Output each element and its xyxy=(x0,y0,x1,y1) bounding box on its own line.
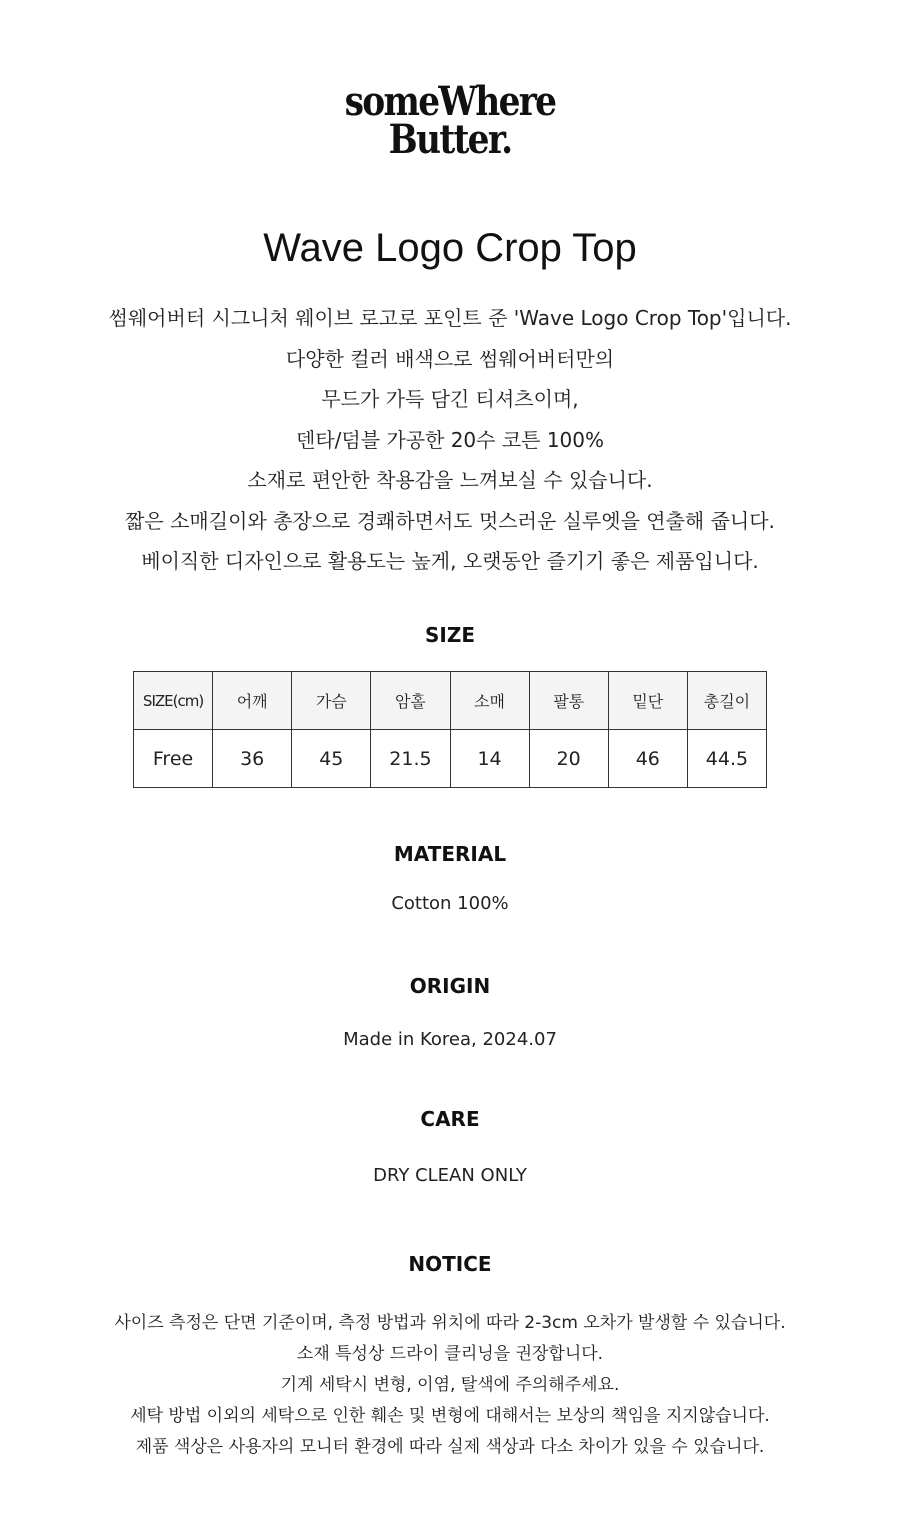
description-line: 덴타/덤블 가공한 20수 코튼 100% xyxy=(296,427,604,452)
size-table-cell: Free xyxy=(134,730,213,788)
description-line: 다양한 컬러 배색으로 썸웨어버터만의 xyxy=(285,346,615,371)
size-table-cell: 36 xyxy=(213,730,292,788)
size-table-header-row xyxy=(134,672,767,730)
size-table-header: SIZE(cm) xyxy=(134,672,213,730)
notice-list xyxy=(0,1308,900,1463)
origin-text: Made in Korea, 2024.07 xyxy=(343,1029,557,1050)
size-table-cell: 44.5 xyxy=(687,730,766,788)
notice-heading: NOTICE xyxy=(408,1252,492,1276)
material-text: Cotton 100% xyxy=(391,893,509,914)
size-table-cell: 21.5 xyxy=(371,730,450,788)
product-description xyxy=(0,298,900,582)
size-table-header: 밑단 xyxy=(608,672,687,730)
size-table-row xyxy=(134,730,767,788)
size-heading: SIZE xyxy=(424,623,475,647)
size-table-cell: 20 xyxy=(529,730,608,788)
notice-item: 사이즈 측정은 단면 기준이며, 측정 방법과 위치에 따라 2-3cm 오차가 발생할 수 있습니다. xyxy=(114,1313,786,1333)
size-table-cell: 14 xyxy=(450,730,529,788)
size-table-header: 팔통 xyxy=(529,672,608,730)
size-table-header: 소매 xyxy=(450,672,529,730)
product-title: Wave Logo Crop Top xyxy=(263,226,637,270)
brand-logo-line2: Butter. xyxy=(388,116,512,163)
description-line: 베이직한 디자인으로 활용도는 높게, 오랫동안 즐기기 좋은 제품입니다. xyxy=(141,549,759,573)
notice-item: 기계 세탁시 변형, 이염, 탈색에 주의해주세요. xyxy=(280,1375,620,1395)
size-table-header: 가슴 xyxy=(292,672,371,730)
brand-logo-line1: someWhere xyxy=(344,78,556,125)
material-heading: MATERIAL xyxy=(393,842,507,866)
description-line: 소재로 편안한 착용감을 느껴보실 수 있습니다. xyxy=(247,468,653,492)
origin-heading: ORIGIN xyxy=(409,974,491,998)
size-table-header: 어깨 xyxy=(213,672,292,730)
description-line: 무드가 가득 담긴 티셔츠이며, xyxy=(321,387,579,411)
care-heading: CARE xyxy=(420,1107,480,1131)
size-table-cell: 46 xyxy=(608,730,687,788)
notice-item: 세탁 방법 이외의 세탁으로 인한 훼손 및 변형에 대해서는 보상의 책임을 지지않습니다. xyxy=(130,1406,770,1426)
description-line: 썸웨어버터 시그니처 웨이브 로고로 포인트 준 'Wave Logo Crop Top'입니다. xyxy=(108,306,792,330)
notice-item: 제품 색상은 사용자의 모니터 환경에 따라 실제 색상과 다소 차이가 있을 수 있습니다. xyxy=(135,1437,765,1457)
size-table-header: 총길이 xyxy=(687,672,766,730)
care-text: DRY CLEAN ONLY xyxy=(373,1165,527,1186)
size-table xyxy=(133,671,767,788)
brand-logo xyxy=(0,78,900,163)
notice-item: 소재 특성상 드라이 클리닝을 권장합니다. xyxy=(296,1344,604,1364)
description-line: 짧은 소매길이와 총장으로 경쾌하면서도 멋스러운 실루엣을 연출해 줍니다. xyxy=(125,508,775,533)
size-table-cell: 45 xyxy=(292,730,371,788)
size-table-header: 암홀 xyxy=(371,672,450,730)
